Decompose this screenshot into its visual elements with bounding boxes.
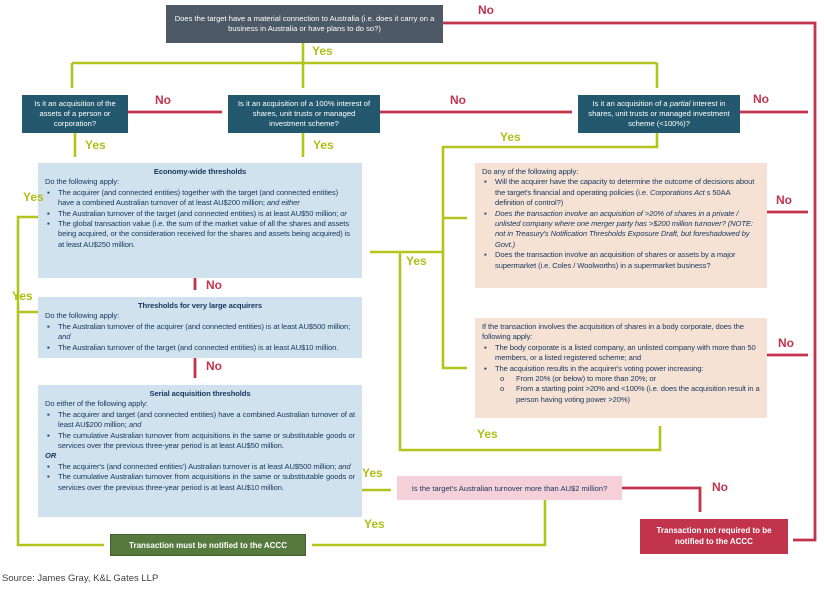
bullet-item: ▪ The Australian turnover of the acquirer (and connected entities) is at least AU$500 million; and xyxy=(47,321,351,342)
edge-label-yes: Yes xyxy=(85,138,106,152)
bullet-marker: ▪ xyxy=(47,321,50,331)
node-text: Is it an acquisition of a partial interest in shares, unit trusts or managed investment scheme (<100%)? xyxy=(588,98,730,128)
edge-label-no: No xyxy=(778,336,794,350)
node-title: Economy-wide thresholds xyxy=(153,167,247,176)
bullet-marker: ▪ xyxy=(47,342,50,352)
bullet-item: ▪ The cumulative Australian turnover from acquisitions in the same or substitutable goods or services over the previous three-year period is at least AU$10 million. xyxy=(47,472,355,492)
bullet-item: ▪ The cumulative Australian turnover from acquisitions in the same or substitutable goods or services over the previous three-year period is at least AU$50 million. xyxy=(47,430,355,451)
edge-label-no: No xyxy=(206,278,222,292)
edge-label-yes: Yes xyxy=(12,289,33,303)
edge-label-no: No xyxy=(450,93,466,107)
bullet-item: ▪ The Australian turnover of the target (and connected entities) is at least AU$10 million. xyxy=(47,342,339,352)
node-very-large-thresholds xyxy=(38,297,362,358)
node-title: Serial acquisition thresholds xyxy=(149,389,251,398)
node-intro: Do either of the following apply: xyxy=(45,399,148,409)
node-intro: Do any of the following apply: xyxy=(482,167,579,176)
edge-label-yes: Yes xyxy=(362,466,383,480)
bullet-marker: ▪ xyxy=(47,472,50,482)
bullet-item: ▪ Will the acquirer have the capacity to determine the outcome of decisions about the target's financial and operating policies (i.e. Corporations Act s 50AA definition of control?) xyxy=(484,177,755,208)
node-must-notify xyxy=(110,534,306,556)
or-separator: OR xyxy=(45,451,57,461)
edge-label-no: No xyxy=(155,93,171,107)
node-text: Is the target's Australian turnover more than AU$2 million? xyxy=(411,483,608,493)
node-partial-interest-question xyxy=(578,95,740,133)
node-text: Is it an acquisition of the assets of a person or corporation? xyxy=(34,98,116,128)
edge-label-no: No xyxy=(712,480,728,494)
sub-bullet-marker: o xyxy=(500,374,505,384)
sub-bullet-item: o From a starting point >20% and <100% (i.e. does the acquisition result in a person having voting power >20%) xyxy=(496,384,760,405)
sub-bullet-marker: o xyxy=(500,384,505,394)
bullet-item: ▪ The global transaction value (i.e. the sum of the market value of all the shares and assets being acquired, or the consideration received for the shares and assets being acquired) is at least AU$250 million. xyxy=(47,219,350,249)
bullet-item: ▪ Does the transaction involve an acquisition of >20% of shares in a private / unlisted company where one merger party has >$200 million turnover? (NOTE: not in Treasury's Notification Thresholds Exposure Draft, but foreshadowed by Govt.) xyxy=(484,208,753,249)
edge-label-yes: Yes xyxy=(406,254,427,268)
bullet-item: ▪ Does the transaction involve an acquisition of shares or assets by a major supermarket (i.e. Coles / Woolworths) in a supermarket business? xyxy=(484,250,736,270)
edge-label-yes: Yes xyxy=(23,190,44,204)
node-title: Thresholds for very large acquirers xyxy=(138,301,262,310)
bullet-marker: ▪ xyxy=(47,219,50,229)
edge-label-yes: Yes xyxy=(500,130,521,144)
node-intro: Do the following apply: xyxy=(45,311,120,321)
bullet-marker: ▪ xyxy=(47,430,50,440)
bullet-item: ▪ The acquirer and target (and connected entities) have a combined Australian turnover of at least AU$200 million; and xyxy=(47,409,355,430)
bullet-marker: ▪ xyxy=(484,250,487,260)
node-text: Transaction must be notified to the ACCC xyxy=(129,540,287,550)
bullet-marker: ▪ xyxy=(484,342,487,352)
node-not-required xyxy=(640,519,788,554)
bullet-marker: ▪ xyxy=(484,208,487,218)
node-economy-thresholds xyxy=(38,163,362,278)
node-material-connection xyxy=(166,5,443,43)
edge-label-yes: Yes xyxy=(477,427,498,441)
source-note: Source: James Gray, K&L Gates LLP xyxy=(2,573,159,584)
bullet-marker: ▪ xyxy=(47,461,50,471)
edge-label-yes: Yes xyxy=(312,44,333,58)
bullet-item: ▪ The Australian turnover of the target (and connected entities) is at least AU$50 million; or xyxy=(47,208,347,218)
bullet-item: ▪ The acquisition results in the acquirer's voting power increasing: xyxy=(484,363,704,373)
bullet-item: ▪ The acquirer's (and connected entities') Australian turnover is at least AU$500 million; and xyxy=(47,461,351,471)
bullet-item: ▪ The body corporate is a listed company, an unlisted company with more than 50 members, or a listed registered scheme; and xyxy=(484,342,756,363)
node-control-test xyxy=(475,163,767,288)
node-intro: Do the following apply: xyxy=(45,177,120,187)
sub-bullet-item: o From 20% (or below) to more than 20%; or xyxy=(496,374,760,384)
node-turnover-question xyxy=(397,476,622,500)
node-intro: If the transaction involves the acquisition of shares in a body corporate, does the following apply: xyxy=(482,322,744,342)
edge-label-no: No xyxy=(776,193,792,207)
node-text: Does the target have a material connection to Australia (i.e. does it carry on a business in Australia or have plans to do so?) xyxy=(174,13,435,33)
bullet-marker: ▪ xyxy=(47,187,50,197)
bullet-marker: ▪ xyxy=(484,177,487,187)
node-text: Transaction not required to be notified to the ACCC xyxy=(656,526,772,546)
node-text: Is it an acquisition of a 100% interest of shares, unit trusts or managed investment scheme? xyxy=(237,98,371,128)
node-full-interest-question xyxy=(228,95,380,133)
node-assets-question xyxy=(22,95,128,133)
bullet-marker: ▪ xyxy=(47,409,50,419)
node-serial-thresholds xyxy=(38,385,362,517)
node-body-corporate-test xyxy=(475,318,767,418)
edge-label-yes: Yes xyxy=(364,517,385,531)
bullet-item: ▪ The acquirer (and connected entities) together with the target (and connected entities) have a combined Australian turnover of at least AU$200 million; and either xyxy=(47,187,339,208)
edge-label-no: No xyxy=(478,3,494,17)
wire-turnover-no xyxy=(622,488,700,512)
edge-label-no: No xyxy=(753,92,769,106)
bullet-marker: ▪ xyxy=(484,363,487,373)
bullet-marker: ▪ xyxy=(47,208,50,218)
edge-label-yes: Yes xyxy=(313,138,334,152)
edge-label-no: No xyxy=(206,359,222,373)
